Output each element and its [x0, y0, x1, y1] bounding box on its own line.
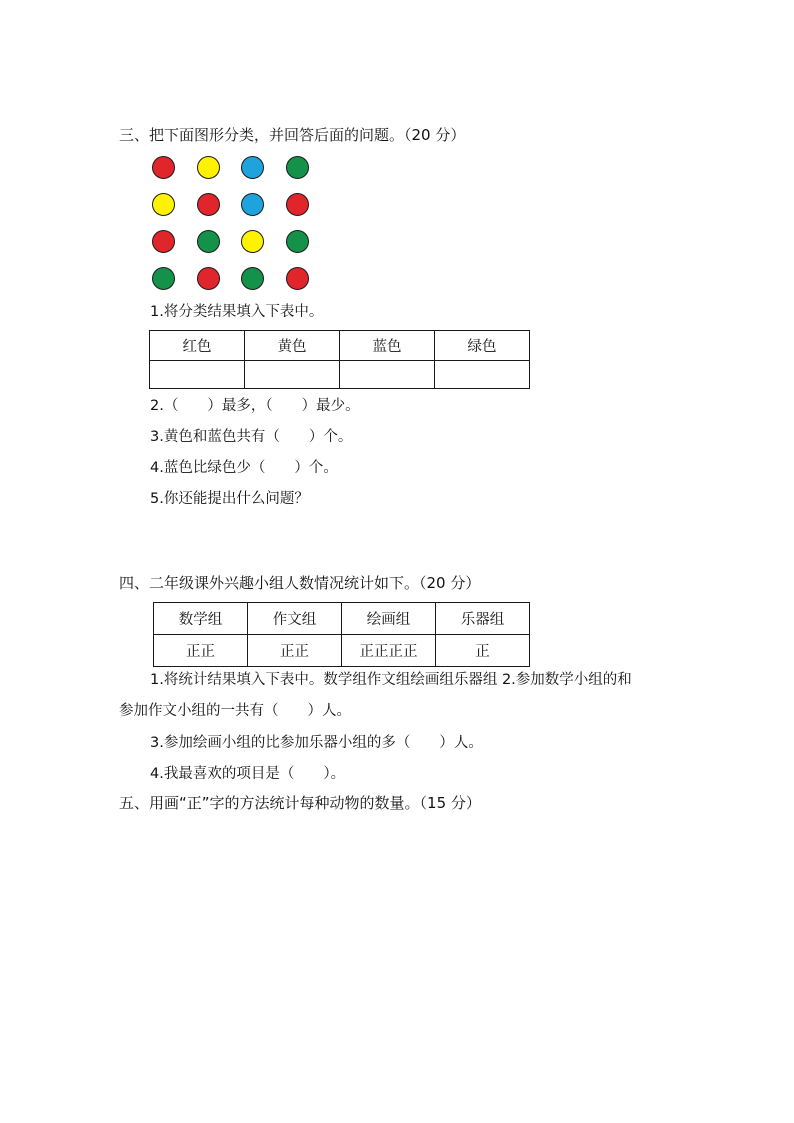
tally-math: 正正 — [154, 635, 248, 667]
section4-question-1: 1.将统计结果填入下表中。数学组作文组绘画组乐器组 2.参加数学小组的和 — [150, 672, 632, 688]
red-circle — [286, 193, 309, 216]
section4-question-3: 3.参加绘画小组的比参加乐器小组的多（ ）人。 — [150, 735, 483, 751]
table-answer-cell[interactable] — [435, 361, 530, 389]
blue-circle — [241, 156, 264, 179]
section3-heading: 三、把下面图形分类，并回答后面的问题。（20 分） — [119, 126, 466, 144]
green-circle — [152, 267, 175, 290]
section3-question-2: 2.（ ）最多，（ ）最少。 — [150, 398, 360, 414]
section3-question-1: 1.将分类结果填入下表中。 — [150, 304, 324, 320]
section4-question-2-continued: 参加作文小组的一共有（ ）人。 — [119, 703, 351, 719]
section4-question-4: 4.我最喜欢的项目是（ ）。 — [150, 766, 346, 782]
table-header-green: 绿色 — [435, 331, 530, 361]
red-circle — [152, 230, 175, 253]
table-answer-cell[interactable] — [340, 361, 435, 389]
yellow-circle — [241, 230, 264, 253]
section4-heading: 四、二年级课外兴趣小组人数情况统计如下。（20 分） — [119, 574, 481, 592]
tally-painting: 正正正正 — [342, 635, 436, 667]
yellow-circle — [197, 156, 220, 179]
section3-question-4: 4.蓝色比绿色少（ ）个。 — [150, 460, 338, 476]
green-circle — [241, 267, 264, 290]
tally-instrument: 正 — [436, 635, 530, 667]
table-header-blue: 蓝色 — [340, 331, 435, 361]
red-circle — [197, 267, 220, 290]
group-header-instrument: 乐器组 — [436, 603, 530, 635]
group-header-math: 数学组 — [154, 603, 248, 635]
section3-question-5: 5.你还能提出什么问题？ — [150, 491, 309, 507]
green-circle — [286, 156, 309, 179]
section3-question-3: 3.黄色和蓝色共有（ ）个。 — [150, 429, 353, 445]
table-header-red: 红色 — [150, 331, 245, 361]
tally-composition: 正正 — [248, 635, 342, 667]
color-count-table — [149, 330, 530, 389]
green-circle — [197, 230, 220, 253]
yellow-circle — [152, 193, 175, 216]
blue-circle — [241, 193, 264, 216]
table-header-yellow: 黄色 — [245, 331, 340, 361]
table-answer-cell[interactable] — [150, 361, 245, 389]
interest-group-tally-table — [153, 602, 530, 667]
section5-heading: 五、用画“正”字的方法统计每种动物的数量。（15 分） — [119, 794, 481, 812]
red-circle — [152, 156, 175, 179]
red-circle — [286, 267, 309, 290]
group-header-painting: 绘画组 — [342, 603, 436, 635]
green-circle — [286, 230, 309, 253]
group-header-composition: 作文组 — [248, 603, 342, 635]
red-circle — [197, 193, 220, 216]
table-answer-cell[interactable] — [245, 361, 340, 389]
